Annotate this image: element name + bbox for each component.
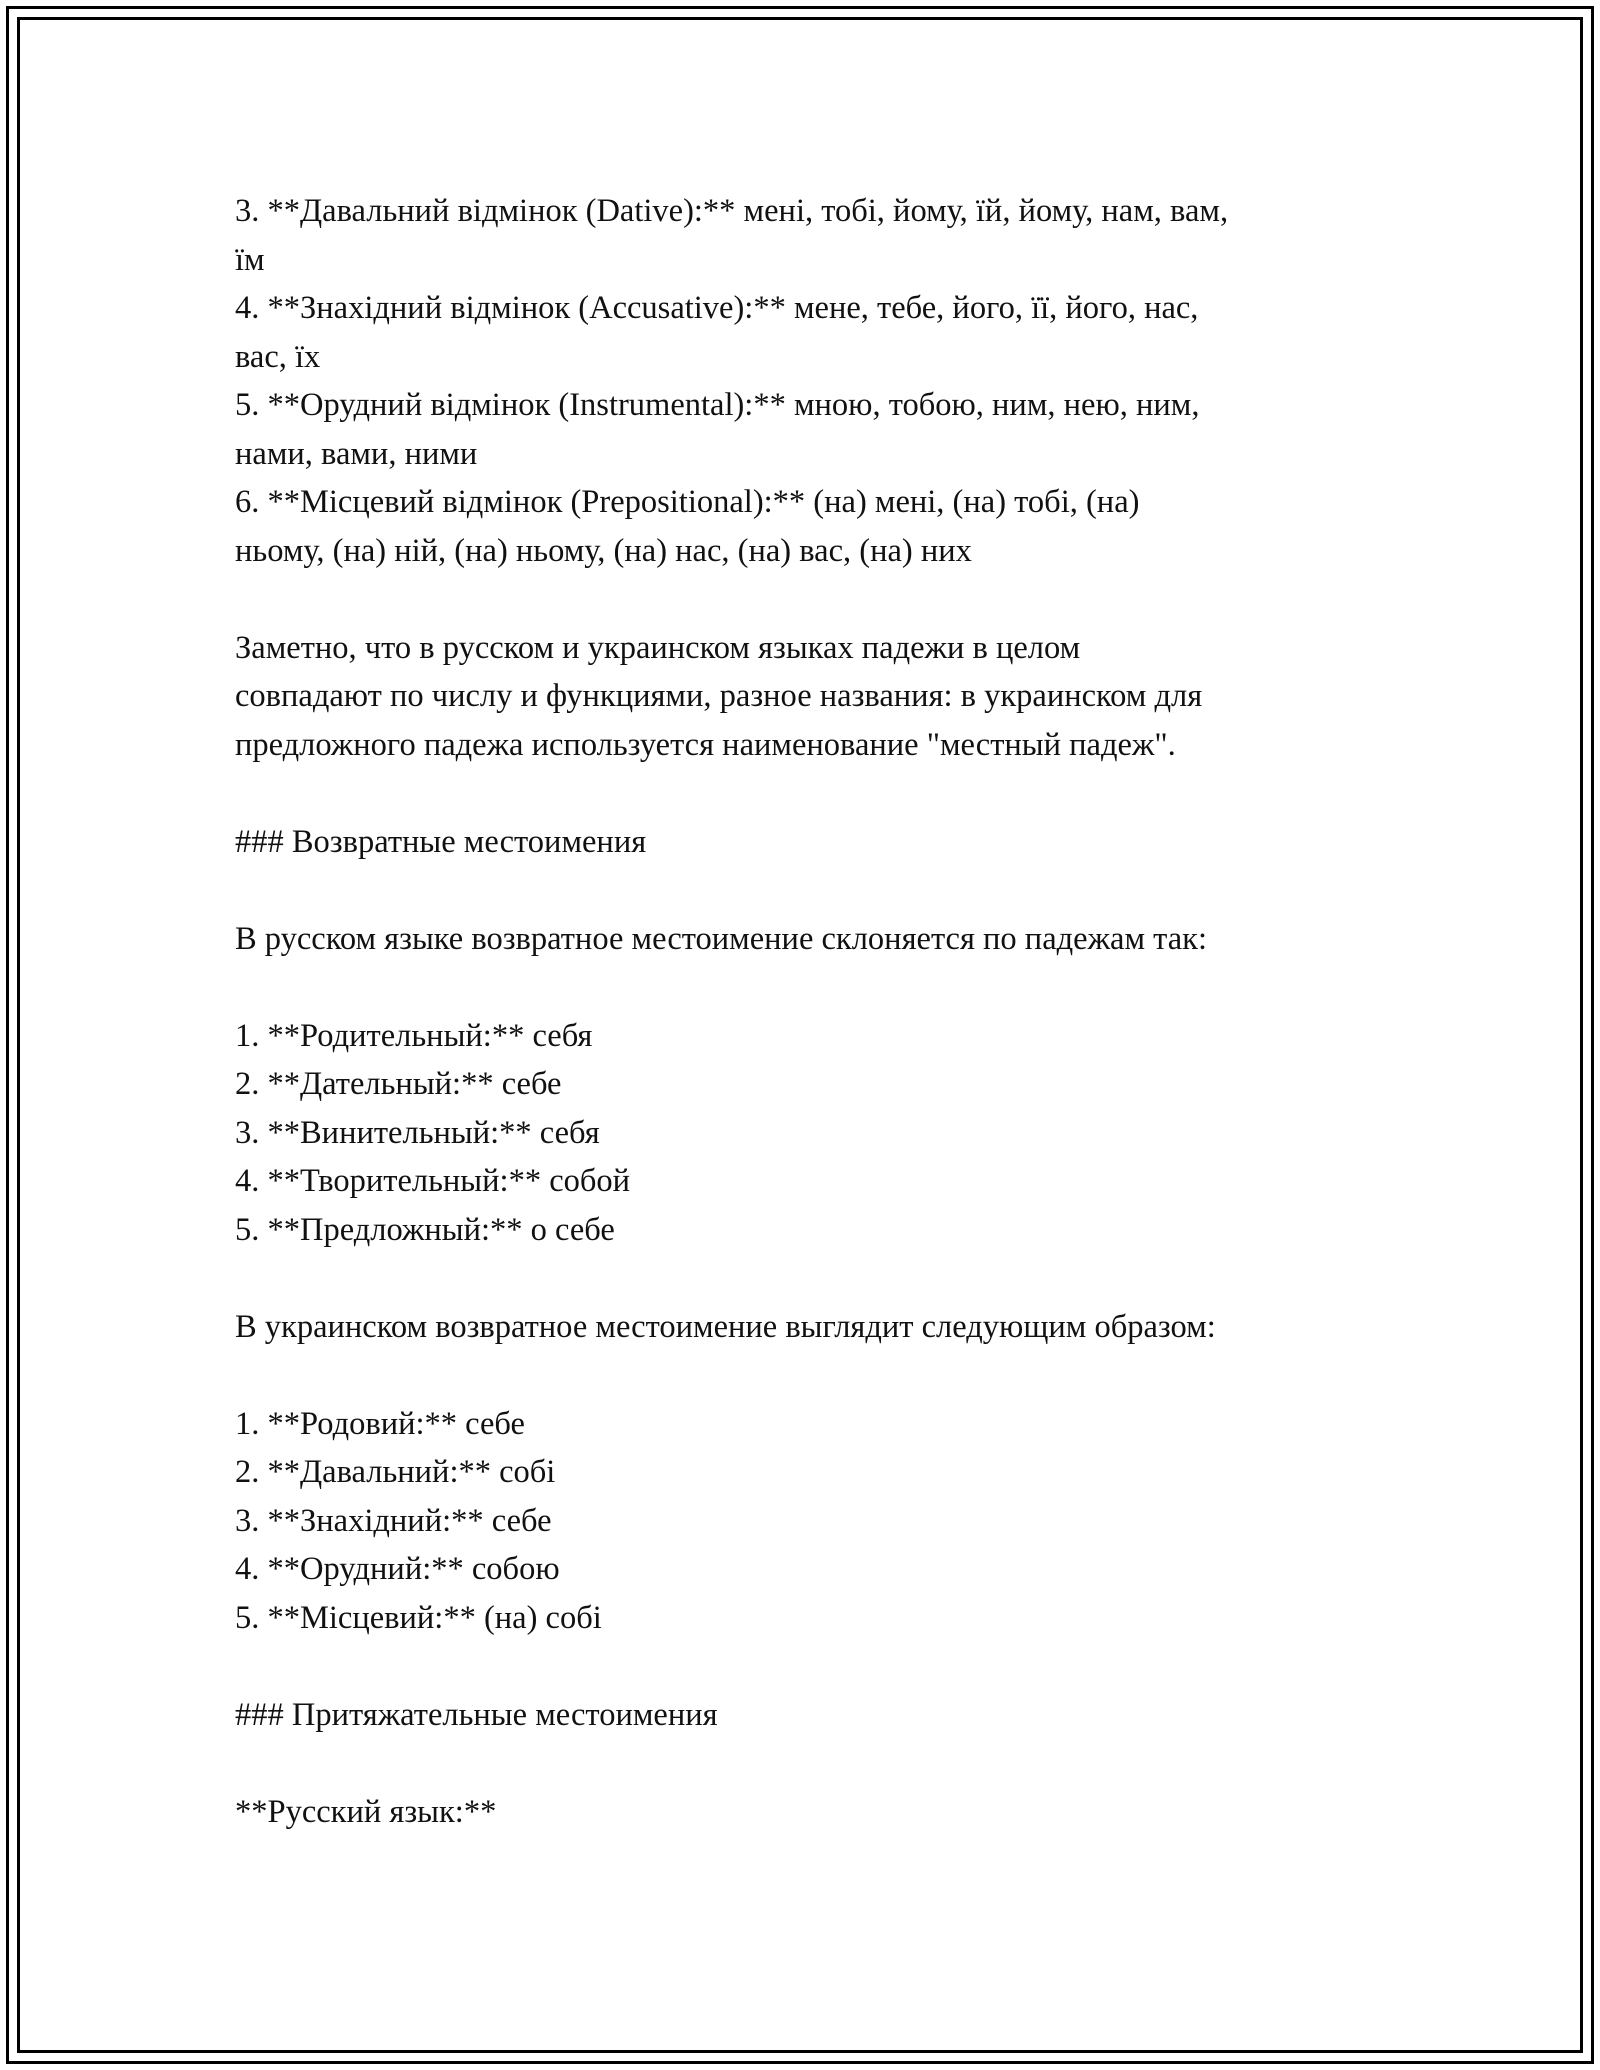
list-item: 1. **Родительный:** себя: [235, 1017, 593, 1054]
text-line: ньому, (на) ній, (на) ньому, (на) нас, (на) вас, (на) них: [235, 532, 972, 569]
text-line: Заметно, что в русском и украинском языках падежи в целом: [235, 629, 1081, 666]
text-line: совпадают по числу и функциями, разное названия: в украинском для: [235, 678, 1203, 714]
text-line: В украинском возвратное местоимение выглядит следующим образом:: [235, 1308, 1216, 1345]
list-item: 2. **Давальний:** собі: [235, 1454, 556, 1490]
blank-line: [235, 769, 1385, 818]
blank-line: [235, 575, 1385, 624]
list-item: 4. **Творительный:** собой: [235, 1163, 631, 1199]
text-line: 6. **Місцевий відмінок (Prepositional):** (на) мені, (на) тобі, (на): [235, 484, 1140, 520]
blank-line: [235, 866, 1385, 915]
blank-line: [235, 1351, 1385, 1400]
list-item: 4. **Орудний:** собою: [235, 1551, 560, 1587]
blank-line: [235, 1642, 1385, 1691]
list-item: 5. **Місцевий:** (на) собі: [235, 1599, 602, 1636]
text-line: В русском языке возвратное местоимение склоняется по падежам так:: [235, 920, 1208, 957]
list-item: 3. **Знахідний:** себе: [235, 1502, 552, 1539]
text-line: предложного падежа используется наименование "местный падеж".: [235, 726, 1176, 763]
list-item: 2. **Дательный:** себе: [235, 1066, 562, 1102]
blank-line: [235, 1739, 1385, 1788]
section-heading: ### Возвратные местоимения: [235, 823, 647, 860]
blank-line: [235, 1254, 1385, 1303]
text-line: 3. **Давальний відмінок (Dative):** мені, тобі, йому, їй, йому, нам, вам,: [235, 193, 1229, 229]
text-line: 4. **Знахідний відмінок (Accusative):** мене, тебе, його, її, його, нас,: [235, 290, 1199, 326]
text-line: їм: [235, 241, 265, 278]
text-line: вас, їх: [235, 338, 321, 375]
document-body: [235, 187, 1385, 1836]
list-item: 1. **Родовий:** себе: [235, 1405, 525, 1442]
text-line: нами, вами, ними: [235, 435, 478, 472]
text-line: **Русский язык:**: [235, 1793, 497, 1830]
blank-line: [235, 963, 1385, 1012]
list-item: 5. **Предложный:** о себе: [235, 1211, 615, 1248]
text-line: 5. **Орудний відмінок (Instrumental):** мною, тобою, ним, нею, ним,: [235, 387, 1200, 423]
list-item: 3. **Винительный:** себя: [235, 1114, 600, 1151]
section-heading: ### Притяжательные местоимения: [235, 1696, 718, 1733]
